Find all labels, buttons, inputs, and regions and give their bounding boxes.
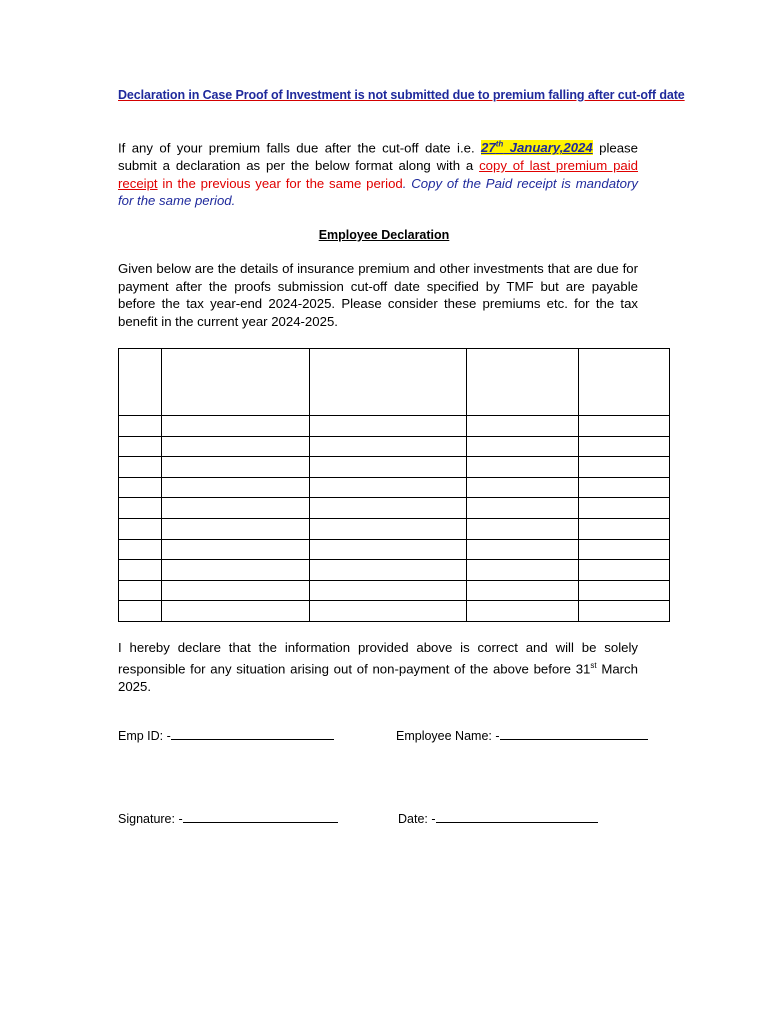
table-cell[interactable]	[161, 498, 309, 519]
table-row	[119, 518, 670, 539]
table-cell[interactable]	[309, 349, 467, 416]
table-cell[interactable]	[467, 498, 579, 519]
date-field	[398, 810, 598, 826]
table-cell[interactable]	[309, 580, 467, 601]
table-cell[interactable]	[161, 477, 309, 498]
signature-field	[118, 810, 338, 826]
table-cell[interactable]	[119, 498, 162, 519]
table-cell[interactable]	[579, 416, 670, 437]
table-cell[interactable]	[579, 518, 670, 539]
declaration-text: I hereby declare that the information provided above is correct and will be solely responsible for any situation arising out of non-payment of the above before 31	[118, 640, 638, 676]
table-cell[interactable]	[309, 416, 467, 437]
table-cell[interactable]	[579, 560, 670, 581]
table-row	[119, 498, 670, 519]
table-cell[interactable]	[579, 349, 670, 416]
table-cell[interactable]	[161, 560, 309, 581]
signature-label: Signature: -	[118, 812, 183, 826]
table-row	[119, 477, 670, 498]
table-cell[interactable]	[467, 518, 579, 539]
table-cell[interactable]	[309, 601, 467, 622]
cutoff-date-month-year: January,2024	[503, 140, 593, 156]
declaration-date-suffix: st	[590, 660, 597, 670]
table-cell[interactable]	[467, 560, 579, 581]
table-cell[interactable]	[467, 436, 579, 457]
table-cell[interactable]	[119, 601, 162, 622]
table-cell[interactable]	[467, 477, 579, 498]
table-cell[interactable]	[119, 477, 162, 498]
investment-details-table	[118, 348, 670, 622]
table-cell[interactable]	[161, 518, 309, 539]
table-cell[interactable]	[119, 560, 162, 581]
table-cell[interactable]	[467, 580, 579, 601]
table-cell[interactable]	[579, 580, 670, 601]
employee-name-input-line[interactable]	[500, 727, 648, 740]
table-row	[119, 580, 670, 601]
previous-year-text: in the previous year for the same period	[157, 175, 403, 191]
cutoff-date-day: 27	[481, 140, 496, 156]
table-cell[interactable]	[119, 518, 162, 539]
intro-paragraph	[118, 136, 638, 210]
receipt-requirement-text: copy of last premium paid receipt	[118, 157, 638, 191]
table-cell[interactable]	[161, 539, 309, 560]
table-row	[119, 457, 670, 478]
date-label: Date: -	[398, 812, 436, 826]
date-input-line[interactable]	[436, 810, 598, 823]
period-dot: .	[402, 175, 412, 191]
employee-name-field	[396, 727, 648, 743]
employee-declaration-title: Employee Declaration	[318, 228, 450, 242]
intro-text-1: If any of your premium falls due after the cut-off date i.e.	[118, 140, 482, 156]
emp-id-input-line[interactable]	[171, 727, 334, 740]
document-heading: Declaration in Case Proof of Investment is not submitted due to premium falling after cut-off date	[118, 88, 685, 102]
table-cell[interactable]	[161, 436, 309, 457]
table-cell[interactable]	[161, 416, 309, 437]
table-cell[interactable]	[579, 477, 670, 498]
table-cell[interactable]	[579, 436, 670, 457]
table-cell[interactable]	[309, 436, 467, 457]
table-cell[interactable]	[309, 477, 467, 498]
table-cell[interactable]	[161, 601, 309, 622]
table-cell[interactable]	[309, 539, 467, 560]
table-cell[interactable]	[161, 457, 309, 478]
table-cell[interactable]	[579, 498, 670, 519]
table-cell[interactable]	[467, 539, 579, 560]
table-cell[interactable]	[467, 416, 579, 437]
declaration-paragraph	[118, 639, 638, 695]
table-row	[119, 436, 670, 457]
table-row	[119, 560, 670, 581]
cutoff-date-suffix: th	[495, 140, 504, 149]
table-cell[interactable]	[161, 349, 309, 416]
table-cell[interactable]	[119, 580, 162, 601]
emp-id-field	[118, 727, 334, 743]
mandatory-receipt-note: Copy of the Paid receipt is mandatory for the same period	[118, 175, 639, 209]
declaration-end: March 2025.	[118, 660, 638, 694]
table-cell[interactable]	[119, 349, 162, 416]
table-row	[119, 539, 670, 560]
table-cell[interactable]	[579, 601, 670, 622]
cutoff-date-highlight	[481, 140, 593, 155]
table-cell[interactable]	[579, 539, 670, 560]
table-cell[interactable]	[119, 416, 162, 437]
table-cell[interactable]	[309, 498, 467, 519]
table-cell[interactable]	[467, 349, 579, 416]
table-cell[interactable]	[161, 580, 309, 601]
intro-end-dot: .	[231, 193, 236, 209]
table-header-row	[119, 349, 670, 416]
table-cell[interactable]	[467, 601, 579, 622]
table-cell[interactable]	[579, 457, 670, 478]
employee-name-label: Employee Name: -	[396, 729, 500, 743]
details-paragraph: Given below are the details of insurance premium and other investments that are due for payment after the proofs submission cut-off date specified by TMF but are payable before the tax year-end 2024-2025. Please consider these premiums etc. for the tax benefit in the current year 2024-2025.	[118, 261, 638, 329]
signature-input-line[interactable]	[183, 810, 338, 823]
table-cell[interactable]	[119, 436, 162, 457]
intro-text-2: please submit a declaration as per the below format along with a	[118, 140, 638, 173]
table-cell[interactable]	[467, 457, 579, 478]
table-cell[interactable]	[119, 539, 162, 560]
table-cell[interactable]	[119, 457, 162, 478]
table-cell[interactable]	[309, 518, 467, 539]
table-cell[interactable]	[309, 457, 467, 478]
emp-id-label: Emp ID: -	[118, 729, 171, 743]
table-cell[interactable]	[309, 560, 467, 581]
table-row	[119, 601, 670, 622]
table-row	[119, 416, 670, 437]
